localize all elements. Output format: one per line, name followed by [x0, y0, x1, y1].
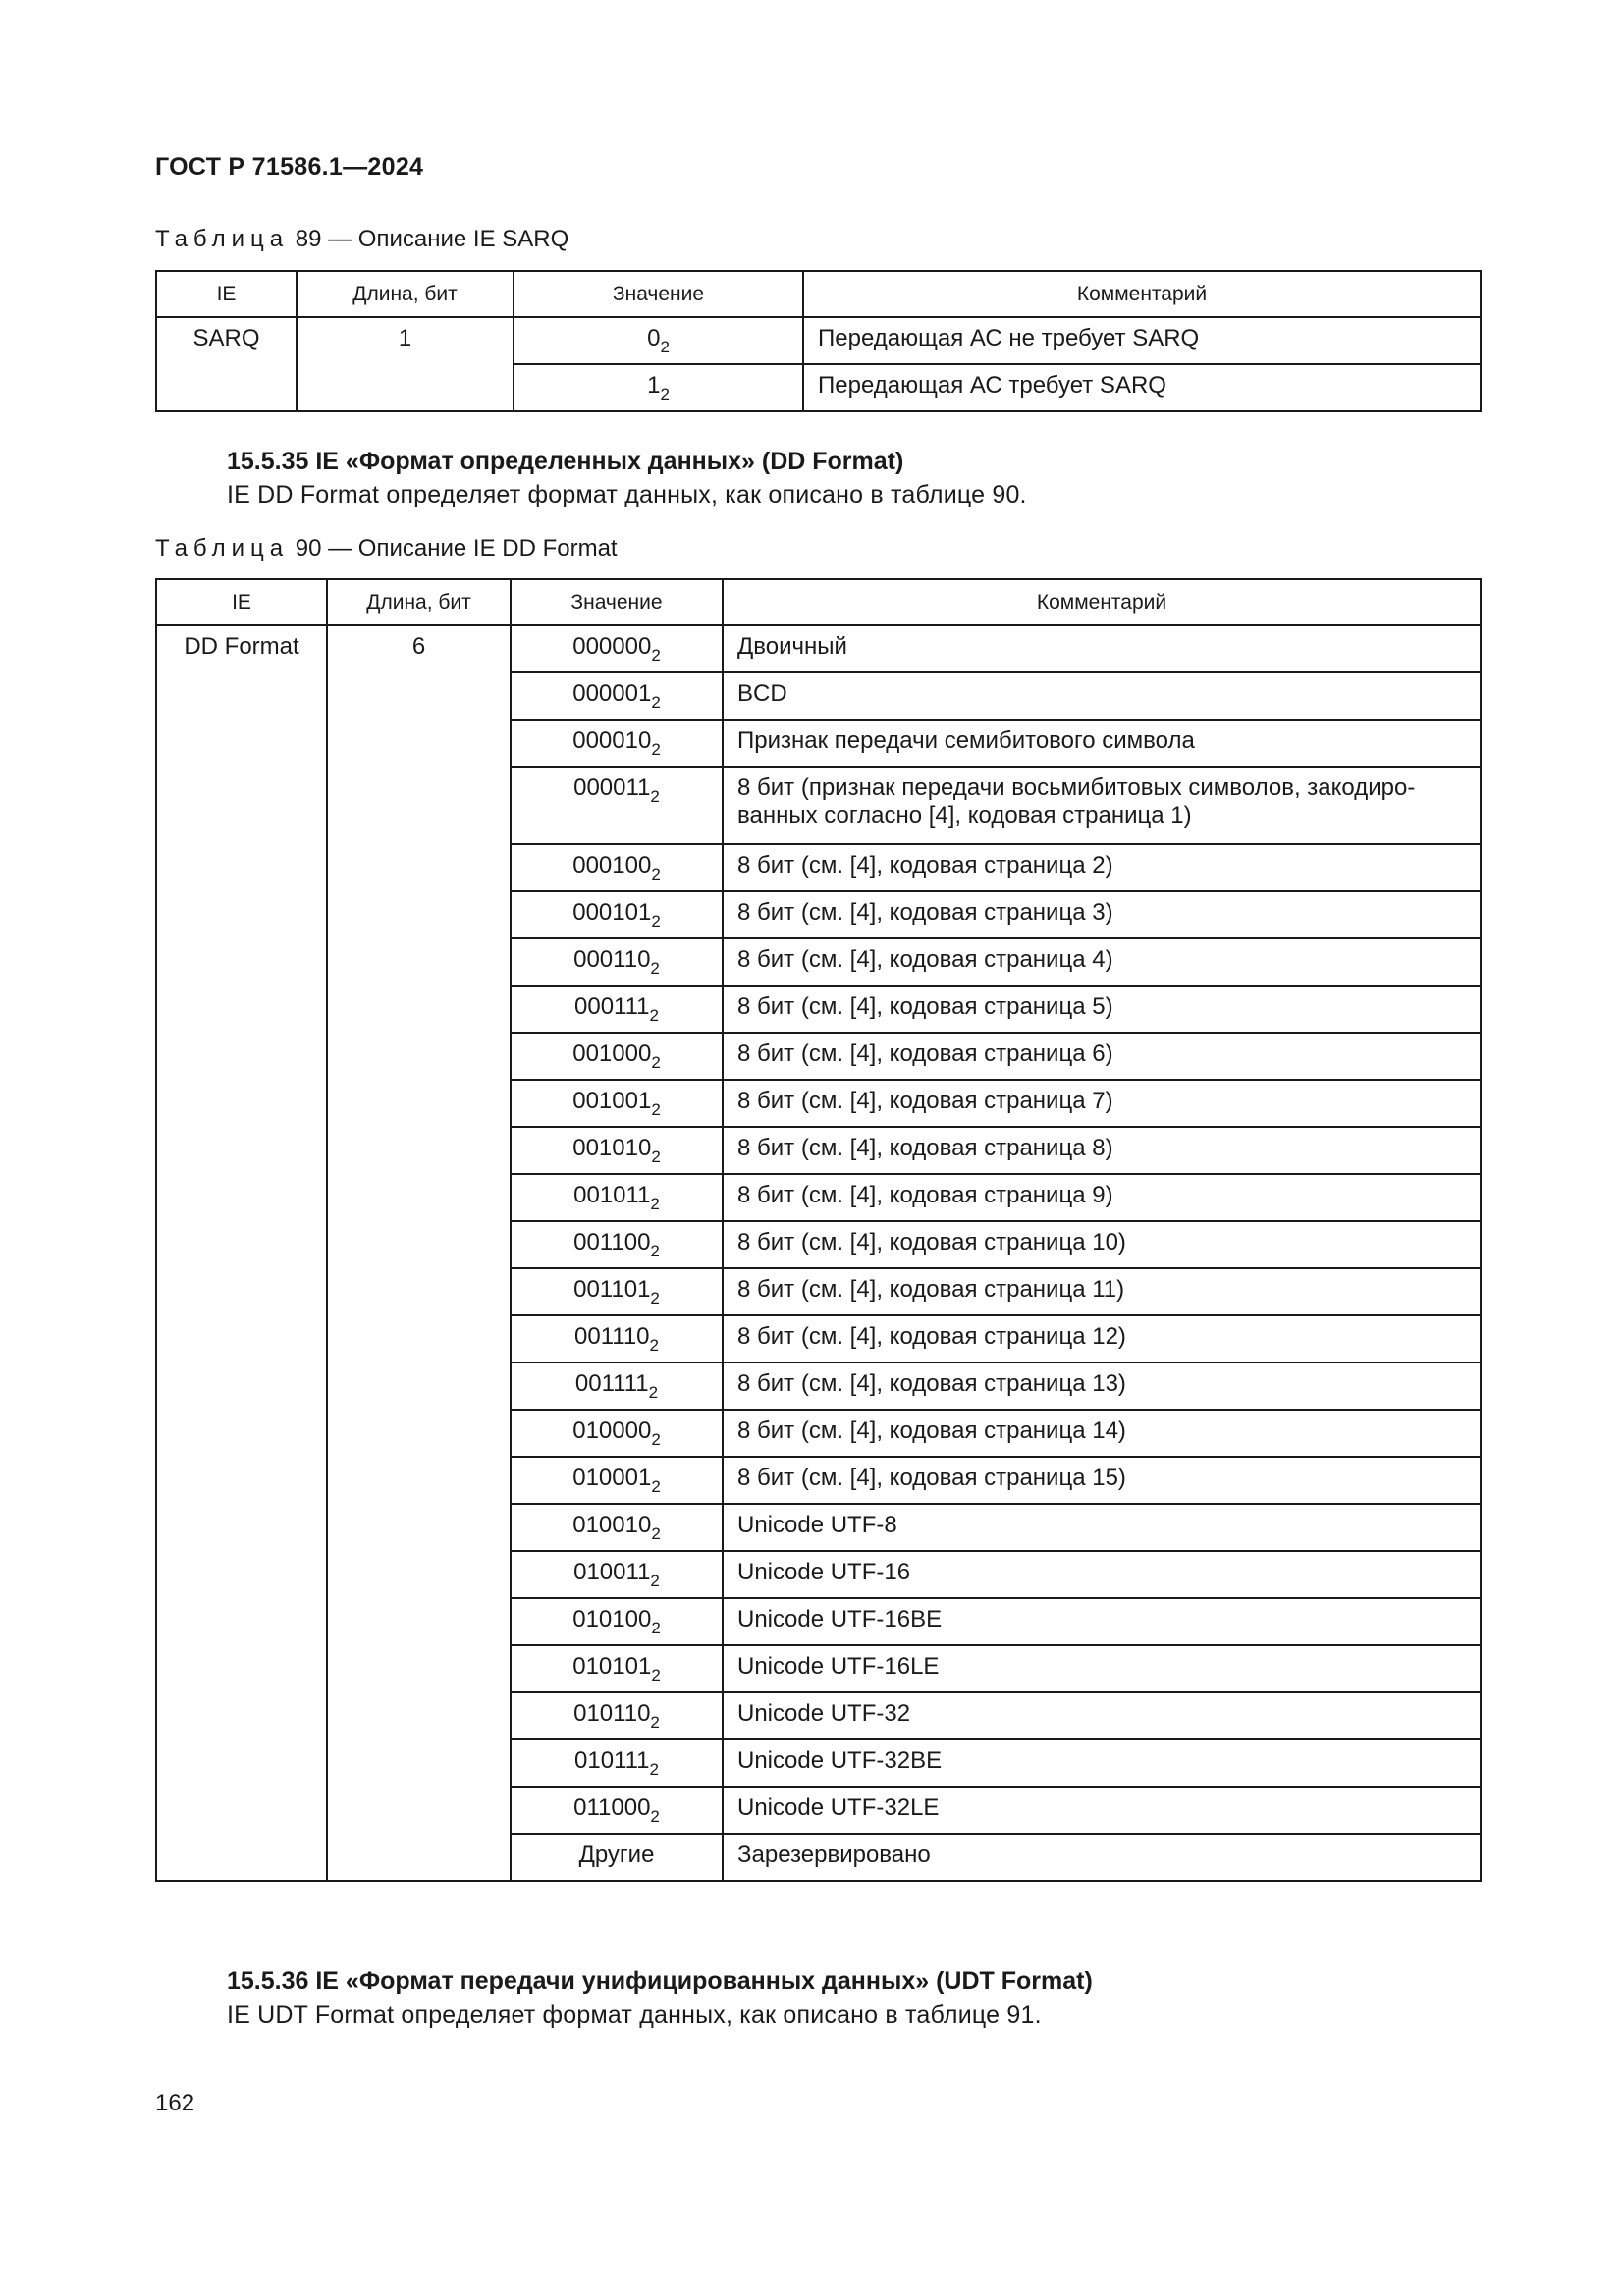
value-base: 2 [651, 1430, 661, 1449]
comment-cell [723, 1787, 1481, 1834]
value-cell [511, 1457, 723, 1504]
value-text: 010011 [573, 1559, 651, 1585]
value-base: 2 [650, 1242, 660, 1260]
comment-text: 8 бит (признак передачи восьмибитовых символов, закодиро- [737, 774, 1416, 801]
column-header: Значение [511, 579, 723, 625]
comment-text: Зарезервировано [737, 1842, 931, 1868]
value-text: 001011 [573, 1182, 651, 1208]
value-base: 2 [649, 1760, 659, 1779]
comment-cell [723, 625, 1481, 672]
table-89 [155, 270, 1482, 412]
table-90-caption [155, 535, 618, 562]
table-89-caption [155, 226, 568, 253]
value-text: 011000 [573, 1794, 651, 1821]
value-cell [511, 1692, 723, 1739]
value-base: 2 [650, 1572, 660, 1590]
comment-cell [723, 1504, 1481, 1551]
value-text: 010110 [573, 1700, 651, 1727]
comment-cell [723, 1268, 1481, 1315]
value-text: 0 [647, 325, 661, 351]
column-header: Длина, бит [327, 579, 511, 625]
value-cell [514, 364, 803, 411]
comment-cell [723, 1410, 1481, 1457]
value-text: Другие [578, 1842, 655, 1868]
value-base: 2 [651, 1619, 661, 1637]
table-row [156, 625, 1481, 672]
comment-text: 8 бит (см. [4], кодовая страница 5) [737, 993, 1113, 1020]
comment-text: Unicode UTF-16LE [737, 1653, 940, 1680]
value-cell [511, 1080, 723, 1127]
value-cell [511, 672, 723, 720]
comment-cell [723, 1033, 1481, 1080]
value-cell [511, 720, 723, 767]
comment-text: 8 бит (см. [4], кодовая страница 11) [737, 1276, 1125, 1303]
value-base: 2 [649, 1336, 659, 1355]
comment-cell [803, 364, 1481, 411]
comment-text: 8 бит (см. [4], кодовая страница 8) [737, 1135, 1113, 1161]
length-cell: 6 [327, 625, 511, 1881]
caption-text: 89 — Описание IE SARQ [289, 226, 569, 252]
value-cell [511, 938, 723, 986]
value-base: 2 [651, 1524, 661, 1543]
comment-cell [803, 317, 1481, 364]
comment-text: Unicode UTF-32 [737, 1700, 911, 1727]
value-cell [511, 1834, 723, 1881]
comment-text: Unicode UTF-8 [737, 1512, 897, 1538]
column-header: IE [156, 579, 327, 625]
value-text: 001100 [573, 1229, 651, 1255]
comment-text: 8 бит (см. [4], кодовая страница 6) [737, 1041, 1113, 1067]
table-90 [155, 578, 1482, 1882]
value-text: 000110 [573, 946, 651, 973]
comment-cell [723, 1127, 1481, 1174]
value-text: 010001 [572, 1465, 652, 1491]
column-header: Комментарий [803, 271, 1481, 317]
column-header: Комментарий [723, 579, 1481, 625]
section-15-5-35-text: IE DD Format определяет формат данных, как описано в таблице 90. [227, 481, 1027, 508]
comment-text: Передающая АС не требует SARQ [818, 325, 1200, 351]
ie-cell: SARQ [156, 317, 297, 411]
value-cell [511, 1268, 723, 1315]
table-row [156, 317, 1481, 364]
comment-cell [723, 767, 1481, 844]
value-cell [511, 844, 723, 891]
comment-text-continued: ванных согласно [4], кодовая страница 1) [737, 802, 1192, 828]
header-row [156, 579, 1481, 625]
column-header: IE [156, 271, 297, 317]
value-cell [511, 1033, 723, 1080]
value-base: 2 [650, 1807, 660, 1826]
value-base: 2 [651, 740, 661, 759]
value-base: 2 [651, 912, 661, 931]
comment-text: 8 бит (см. [4], кодовая страница 13) [737, 1370, 1126, 1397]
value-text: 010100 [572, 1606, 652, 1632]
value-base: 2 [650, 1713, 660, 1732]
section-15-5-35-title: 15.5.35 IE «Формат определенных данных» (DD Format) [227, 448, 904, 475]
value-base: 2 [649, 1006, 659, 1025]
page-number: 162 [155, 2090, 195, 2116]
comment-text: Unicode UTF-32BE [737, 1747, 943, 1774]
comment-text: BCD [737, 680, 787, 707]
comment-cell [723, 1174, 1481, 1221]
comment-text: 8 бит (см. [4], кодовая страница 15) [737, 1465, 1126, 1491]
value-text: 001001 [572, 1088, 652, 1114]
comment-cell [723, 986, 1481, 1033]
value-cell [511, 625, 723, 672]
comment-text: 8 бит (см. [4], кодовая страница 10) [737, 1229, 1126, 1255]
caption-text: 90 — Описание IE DD Format [289, 535, 618, 561]
value-text: 001101 [573, 1276, 651, 1303]
section-15-5-36-title: 15.5.36 IE «Формат передачи унифицированных данных» (UDT Format) [227, 1967, 1093, 1995]
length-cell: 1 [297, 317, 514, 411]
value-base: 2 [650, 959, 660, 978]
value-base: 2 [651, 646, 661, 665]
value-cell [511, 1504, 723, 1551]
comment-cell [723, 720, 1481, 767]
comment-cell [723, 1692, 1481, 1739]
value-cell [511, 1221, 723, 1268]
comment-cell [723, 938, 1481, 986]
value-text: 001010 [572, 1135, 652, 1161]
value-text: 000010 [572, 727, 652, 754]
header-row [156, 271, 1481, 317]
value-text: 010010 [572, 1512, 652, 1538]
value-base: 2 [650, 1195, 660, 1213]
comment-text: Unicode UTF-16BE [737, 1606, 943, 1632]
value-base: 2 [650, 1289, 660, 1308]
value-cell [511, 1645, 723, 1692]
comment-cell [723, 844, 1481, 891]
value-cell [511, 891, 723, 938]
comment-cell [723, 1362, 1481, 1410]
value-base: 2 [651, 1053, 661, 1072]
value-text: 000000 [572, 633, 652, 660]
value-cell [511, 1174, 723, 1221]
column-header: Длина, бит [297, 271, 514, 317]
value-text: 000001 [572, 680, 652, 707]
comment-cell [723, 1221, 1481, 1268]
value-base: 2 [651, 1477, 661, 1496]
comment-text: 8 бит (см. [4], кодовая страница 14) [737, 1417, 1126, 1444]
value-base: 2 [660, 338, 670, 356]
ie-cell: DD Format [156, 625, 327, 1881]
value-cell [511, 1787, 723, 1834]
value-base: 2 [651, 1148, 661, 1166]
value-text: 1 [647, 372, 661, 399]
value-base: 2 [651, 865, 661, 883]
value-cell [511, 1410, 723, 1457]
comment-cell [723, 1080, 1481, 1127]
section-15-5-36-text: IE UDT Format определяет формат данных, как описано в таблице 91. [227, 2002, 1042, 2029]
comment-cell [723, 1645, 1481, 1692]
value-base: 2 [648, 1383, 659, 1402]
document-header: ГОСТ Р 71586.1—2024 [155, 153, 424, 181]
value-cell [511, 1598, 723, 1645]
caption-word: Таблица [155, 535, 290, 561]
comment-text: 8 бит (см. [4], кодовая страница 4) [737, 946, 1113, 973]
value-base: 2 [651, 1100, 661, 1119]
comment-cell [723, 1598, 1481, 1645]
comment-cell [723, 1834, 1481, 1881]
value-cell [514, 317, 803, 364]
comment-text: Признак передачи семибитового символа [737, 727, 1195, 754]
value-text: 000101 [572, 899, 652, 926]
comment-text: 8 бит (см. [4], кодовая страница 9) [737, 1182, 1113, 1208]
caption-word: Таблица [155, 226, 290, 252]
value-base: 2 [660, 385, 670, 403]
value-cell [511, 1315, 723, 1362]
value-text: 001111 [574, 1370, 649, 1397]
comment-text: Unicode UTF-32LE [737, 1794, 940, 1821]
value-text: 000011 [573, 774, 651, 801]
value-base: 2 [650, 787, 660, 806]
value-cell [511, 986, 723, 1033]
comment-text: Передающая АС требует SARQ [818, 372, 1166, 399]
value-cell [511, 1127, 723, 1174]
comment-cell [723, 1315, 1481, 1362]
comment-text: 8 бит (см. [4], кодовая страница 12) [737, 1323, 1126, 1350]
value-cell [511, 767, 723, 844]
value-text: 010111 [574, 1747, 650, 1774]
comment-text: 8 бит (см. [4], кодовая страница 7) [737, 1088, 1113, 1114]
value-cell [511, 1362, 723, 1410]
comment-cell [723, 1739, 1481, 1787]
value-base: 2 [651, 1666, 661, 1684]
comment-cell [723, 672, 1481, 720]
comment-cell [723, 1457, 1481, 1504]
value-text: 010000 [572, 1417, 652, 1444]
comment-text: 8 бит (см. [4], кодовая страница 3) [737, 899, 1113, 926]
comment-text: Unicode UTF-16 [737, 1559, 911, 1585]
value-text: 000111 [574, 993, 650, 1020]
value-text: 001000 [572, 1041, 652, 1067]
comment-cell [723, 891, 1481, 938]
value-base: 2 [651, 693, 661, 712]
value-text: 000100 [572, 852, 652, 879]
value-cell [511, 1739, 723, 1787]
value-text: 001110 [574, 1323, 650, 1350]
comment-text: 8 бит (см. [4], кодовая страница 2) [737, 852, 1113, 879]
value-text: 010101 [572, 1653, 652, 1680]
comment-text: Двоичный [737, 633, 847, 660]
comment-cell [723, 1551, 1481, 1598]
column-header: Значение [514, 271, 803, 317]
value-cell [511, 1551, 723, 1598]
